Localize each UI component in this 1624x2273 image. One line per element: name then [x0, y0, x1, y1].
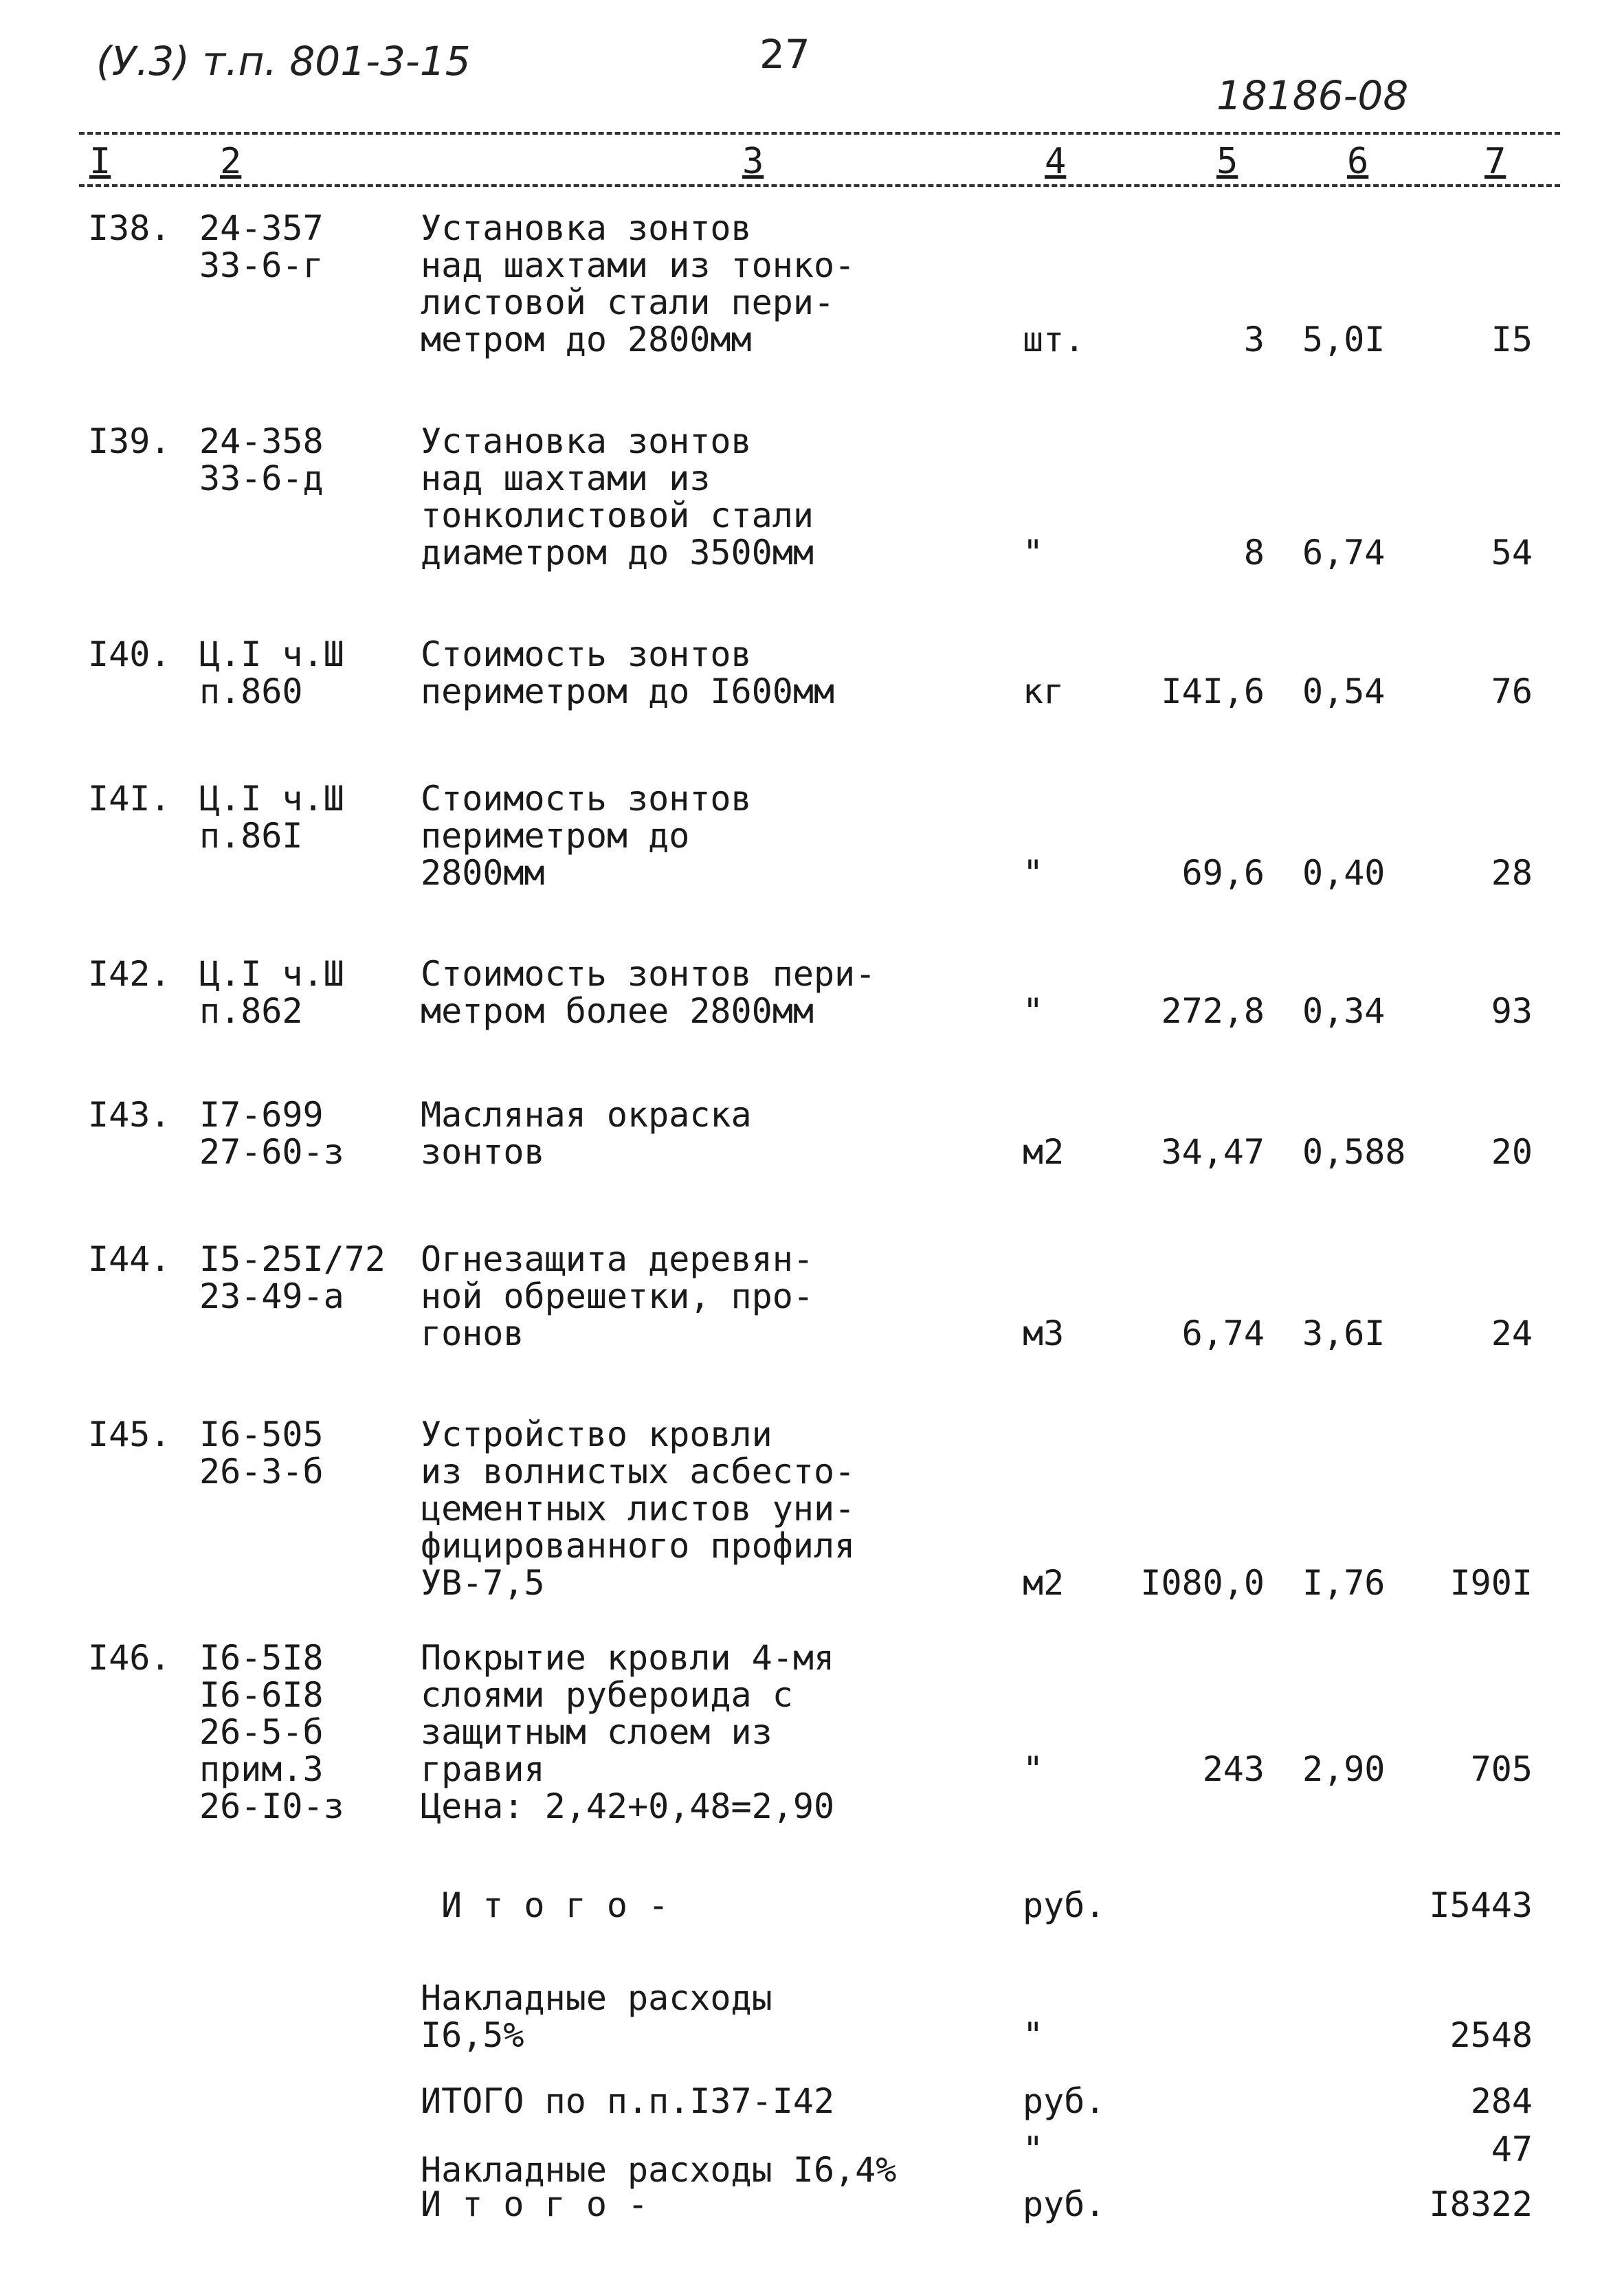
work-description: Масляная окраска [421, 1095, 752, 1135]
unit-price: 0,40 [1302, 853, 1386, 893]
total-cost: 20 [1491, 1132, 1533, 1172]
summary-label: I6,5% [421, 2015, 524, 2055]
norm-code: 23-49-а [199, 1276, 344, 1316]
norm-code: 26-5-б [199, 1712, 324, 1752]
quantity: 272,8 [1161, 991, 1265, 1031]
work-description: Установка зонтов [421, 208, 752, 248]
work-description: периметром до [421, 816, 690, 856]
unit-price: 3,6I [1302, 1313, 1386, 1353]
norm-code: I6-505 [199, 1415, 324, 1454]
work-description: диаметром до 3500мм [421, 533, 814, 573]
archive-number: 18186-08 [1216, 72, 1409, 119]
norm-code: п.860 [199, 672, 303, 711]
norm-code: Ц.I ч.Ш [199, 634, 344, 674]
norm-code: Ц.I ч.Ш [199, 779, 344, 819]
norm-code: 26-I0-з [199, 1786, 344, 1826]
work-description: слоями рубероида с [421, 1675, 793, 1715]
column-header-5: 5 [1216, 141, 1238, 182]
work-description: Огнезащита деревян- [421, 1239, 814, 1279]
norm-code: Ц.I ч.Ш [199, 954, 344, 994]
summary-label: И т о г о - [421, 2184, 649, 2224]
unit: " [1023, 533, 1044, 573]
work-description: метром до 2800мм [421, 320, 752, 359]
work-description: листовой стали пери- [421, 282, 835, 322]
total-cost: I90I [1449, 1563, 1533, 1603]
work-description: гонов [421, 1313, 524, 1353]
row-number: I39. [88, 421, 171, 461]
norm-code: I6-5I8 [199, 1638, 324, 1678]
work-description: УВ-7,5 [421, 1563, 545, 1603]
summary-total: 284 [1470, 2081, 1533, 2121]
total-cost: 24 [1491, 1313, 1533, 1353]
summary-total: 2548 [1449, 2015, 1533, 2055]
norm-code: 33-6-д [199, 458, 324, 498]
norm-code: 24-357 [199, 208, 324, 248]
row-number: I38. [88, 208, 171, 248]
unit-price: 5,0I [1302, 320, 1386, 359]
work-description: Стоимость зонтов пери- [421, 954, 876, 994]
unit: шт. [1023, 320, 1085, 359]
work-description: фицированного профиля [421, 1526, 856, 1566]
quantity: 69,6 [1181, 853, 1265, 893]
unit-price: 0,54 [1302, 672, 1386, 711]
work-description: тонколистовой стали [421, 496, 814, 535]
norm-code: I5-25I/72 [199, 1239, 386, 1279]
norm-code: 26-3-б [199, 1452, 324, 1492]
norm-code: п.862 [199, 991, 303, 1031]
summary-label: Накладные расходы I6,4% [421, 2150, 897, 2190]
summary-total: I5443 [1429, 1885, 1533, 1925]
total-cost: 93 [1491, 991, 1533, 1031]
unit: м2 [1023, 1563, 1065, 1603]
summary-unit: руб. [1023, 2184, 1106, 2224]
column-header-3: 3 [742, 141, 764, 182]
page-number: 27 [759, 31, 810, 78]
row-number: I44. [88, 1239, 171, 1279]
quantity: 6,74 [1181, 1313, 1265, 1353]
column-header-2: 2 [220, 141, 242, 182]
unit: " [1023, 991, 1044, 1031]
summary-unit: руб. [1023, 1885, 1106, 1925]
row-number: I45. [88, 1415, 171, 1454]
unit: м3 [1023, 1313, 1065, 1353]
quantity: 8 [1243, 533, 1265, 573]
norm-code: I7-699 [199, 1095, 324, 1135]
row-number: I40. [88, 634, 171, 674]
summary-label: ИТОГО по п.п.I37-I42 [421, 2081, 835, 2121]
work-description: ной обрешетки, про- [421, 1276, 814, 1316]
work-description: цементных листов уни- [421, 1489, 856, 1529]
total-cost: 54 [1491, 533, 1533, 573]
header-rule-top [79, 132, 1560, 135]
norm-code: прим.3 [199, 1749, 324, 1789]
column-header-6: 6 [1347, 141, 1369, 182]
work-description: над шахтами из [421, 458, 711, 498]
work-description: метром более 2800мм [421, 991, 814, 1031]
row-number: I43. [88, 1095, 171, 1135]
quantity: 34,47 [1161, 1132, 1265, 1172]
unit: м2 [1023, 1132, 1065, 1172]
row-number: I4I. [88, 779, 171, 819]
unit: кг [1023, 672, 1065, 711]
summary-unit: " [1023, 2129, 1044, 2169]
total-cost: 28 [1491, 853, 1533, 893]
norm-code: 27-60-з [199, 1132, 344, 1172]
column-header-4: 4 [1045, 141, 1067, 182]
total-cost: I5 [1491, 320, 1533, 359]
row-number: I46. [88, 1638, 171, 1678]
work-description: над шахтами из тонко- [421, 245, 856, 285]
work-description: 2800мм [421, 853, 545, 893]
total-cost: 76 [1491, 672, 1533, 711]
column-header-7: 7 [1484, 141, 1506, 182]
norm-code: 24-358 [199, 421, 324, 461]
norm-code: п.86I [199, 816, 303, 856]
summary-unit: " [1023, 2015, 1044, 2055]
unit-price: 0,588 [1302, 1132, 1406, 1172]
norm-code: 33-6-г [199, 245, 324, 285]
total-cost: 705 [1470, 1749, 1533, 1789]
row-number: I42. [88, 954, 171, 994]
column-header-1: I [89, 141, 111, 182]
summary-total: I8322 [1429, 2184, 1533, 2224]
unit-price: 6,74 [1302, 533, 1386, 573]
unit: " [1023, 1749, 1044, 1789]
work-description: Устройство кровли [421, 1415, 772, 1454]
work-description: периметром до I600мм [421, 672, 835, 711]
summary-label: Накладные расходы [421, 1978, 772, 2018]
summary-total: 47 [1491, 2129, 1533, 2169]
unit-price: 0,34 [1302, 991, 1386, 1031]
norm-code: I6-6I8 [199, 1675, 324, 1715]
work-description: гравия [421, 1749, 545, 1789]
summary-label: И т о г о - [441, 1885, 669, 1925]
work-description: Стоимость зонтов [421, 779, 752, 819]
unit-price: I,76 [1302, 1563, 1386, 1603]
quantity: 3 [1243, 320, 1265, 359]
header-rule-bottom [79, 184, 1560, 187]
unit-price: 2,90 [1302, 1749, 1386, 1789]
work-description: Цена: 2,42+0,48=2,90 [421, 1786, 835, 1826]
work-description: из волнистых асбесто- [421, 1452, 856, 1492]
work-description: защитным слоем из [421, 1712, 772, 1752]
quantity: I4I,6 [1161, 672, 1265, 711]
work-description: Покрытие кровли 4-мя [421, 1638, 835, 1678]
work-description: зонтов [421, 1132, 545, 1172]
quantity: I080,0 [1140, 1563, 1265, 1603]
summary-unit: руб. [1023, 2081, 1106, 2121]
work-description: Стоимость зонтов [421, 634, 752, 674]
quantity: 243 [1202, 1749, 1265, 1789]
document-code: (У.3) т.п. 801-3-15 [96, 38, 471, 85]
work-description: Установка зонтов [421, 421, 752, 461]
unit: " [1023, 853, 1044, 893]
